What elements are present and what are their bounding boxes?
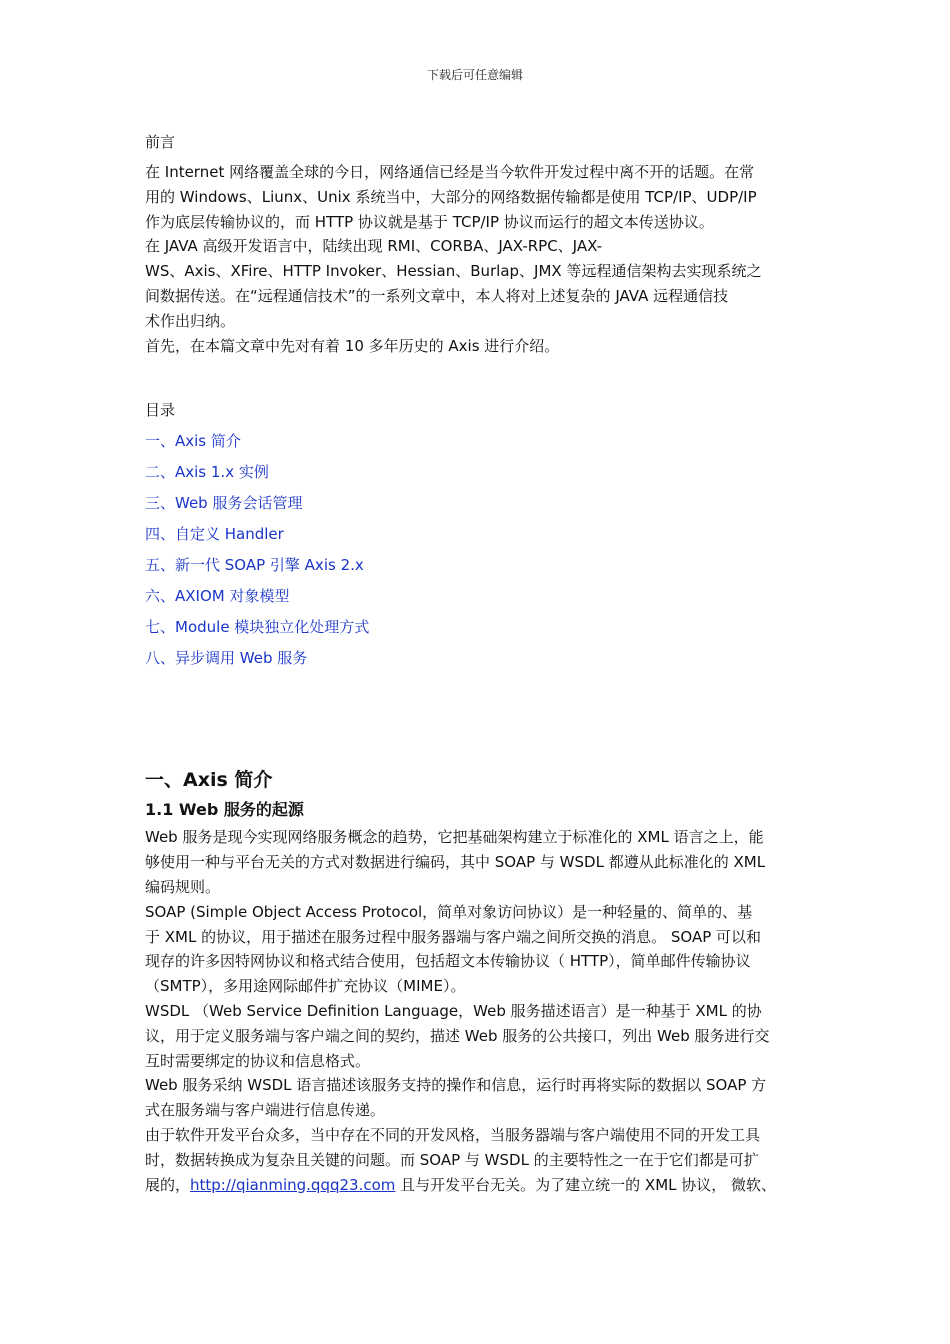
preface-line: 间数据传送。在“远程通信技术”的一系列文章中，本人将对上述复杂的 JAVA 远程通信技 [145,286,729,305]
preface-label: 前言 [145,133,176,151]
preface-line: 用的 Windows、Liunx、Unix 系统当中，大部分的网络数据传输都是使用 TCP/IP、UDP/IP [145,187,757,206]
section-title: 一、Axis 简介 [145,769,273,792]
preface-line: 在 Internet 网络覆盖全球的今日，网络通信已经是当今软件开发过程中离不开的话题。在常 [145,163,755,181]
toc-link[interactable]: 二、Axis 1.x 实例 [145,463,269,482]
body-line: 式在服务端与客户端进行信息传递。 [145,1101,386,1120]
body-line: 于 XML 的协议，用于描述在服务过程中服务器端与客户端之间所交换的消息。 SOAP 可以和 [145,927,762,946]
toc-label: 目录 [145,401,176,420]
line-suffix: 且与开发平台无关。为了建立统一的 XML 协议， 微软、 [395,1175,777,1194]
body-line: Web 服务是现今实现网络服务概念的趋势，它把基础架构建立于标准化的 XML 语言之上，能 [145,828,764,847]
body-line: SOAP (Simple Object Access Protocol，简单对象访问协议）是一种轻量的、简单的、基 [145,902,753,921]
toc-item[interactable] [145,550,810,581]
body-line: （SMTP），多用途网际邮件扩充协议（MIME）。 [145,977,466,996]
body-line: 互时需要绑定的协议和信息格式。 [145,1051,371,1070]
body-line: 时，数据转换成为复杂且关键的问题。而 SOAP 与 WSDL 的主要特性之一在于它们都是可扩 [145,1150,759,1169]
toc-item[interactable] [145,581,810,612]
toc-item[interactable] [145,457,810,488]
toc-item[interactable] [145,612,810,643]
table-of-contents [145,426,810,674]
preface-line: WS、Axis、XFire、HTTP Invoker、Hessian、Burlap、JMX 等远程通信架构去实现系统之 [145,262,762,281]
body-line: 够使用一种与平台无关的方式对数据进行编码，其中 SOAP 与 WSDL 都遵从此标准化的 XML [145,853,766,872]
body-line-with-link [145,1173,810,1198]
page-header: 下载后可任意编辑 [426,68,523,82]
toc-link[interactable]: 四、自定义 Handler [145,525,284,544]
preface-line: 首先，在本篇文章中先对有着 10 多年历史的 Axis 进行介绍。 [145,336,560,355]
toc-item[interactable] [145,426,810,457]
line-prefix: 展的， [145,1175,191,1194]
hyperlink[interactable]: http://qianming.qqq23.com [190,1175,396,1194]
body-line: 由于软件开发平台众多，当中存在不同的开发风格，当服务器端与客户端使用不同的开发工具 [145,1125,761,1144]
toc-item[interactable] [145,488,810,519]
toc-link[interactable]: 六、AXIOM 对象模型 [145,587,290,606]
toc-link[interactable]: 八、异步调用 Web 服务 [145,649,308,668]
preface-line: 术作出归纳。 [145,311,236,330]
toc-link[interactable]: 三、Web 服务会话管理 [145,494,303,513]
document-body [145,130,810,1197]
toc-link[interactable]: 一、Axis 简介 [145,432,241,451]
toc-item[interactable] [145,519,810,550]
body-line: 编码规则。 [145,877,221,896]
toc-link[interactable]: 五、新一代 SOAP 引擎 Axis 2.x [145,556,364,575]
toc-item[interactable] [145,643,810,674]
body-line: 议，用于定义服务端与客户端之间的契约，描述 Web 服务的公共接口，列出 Web 服务进行交 [145,1026,770,1045]
section-subtitle: 1.1 Web 服务的起源 [145,800,304,820]
preface-line: 作为底层传输协议的，而 HTTP 协议就是基于 TCP/IP 协议而运行的超文本传送协议。 [145,212,714,231]
preface-line: 在 JAVA 高级开发语言中，陆续出现 RMI、CORBA、JAX-RPC、JAX- [145,237,603,256]
body-line: 现存的许多因特网协议和格式结合使用，包括超文本传输协议（ HTTP），简单邮件传输协议 [145,952,751,971]
toc-link[interactable]: 七、Module 模块独立化处理方式 [145,618,370,637]
body-line: Web 服务采纳 WSDL 语言描述该服务支持的操作和信息，运行时再将实际的数据以 SOAP 方 [145,1076,767,1095]
body-line: WSDL （Web Service Definition Language，Web 服务描述语言）是一种基于 XML 的协 [145,1001,762,1020]
preface-paragraph [145,160,810,358]
section-paragraph [145,825,810,1197]
